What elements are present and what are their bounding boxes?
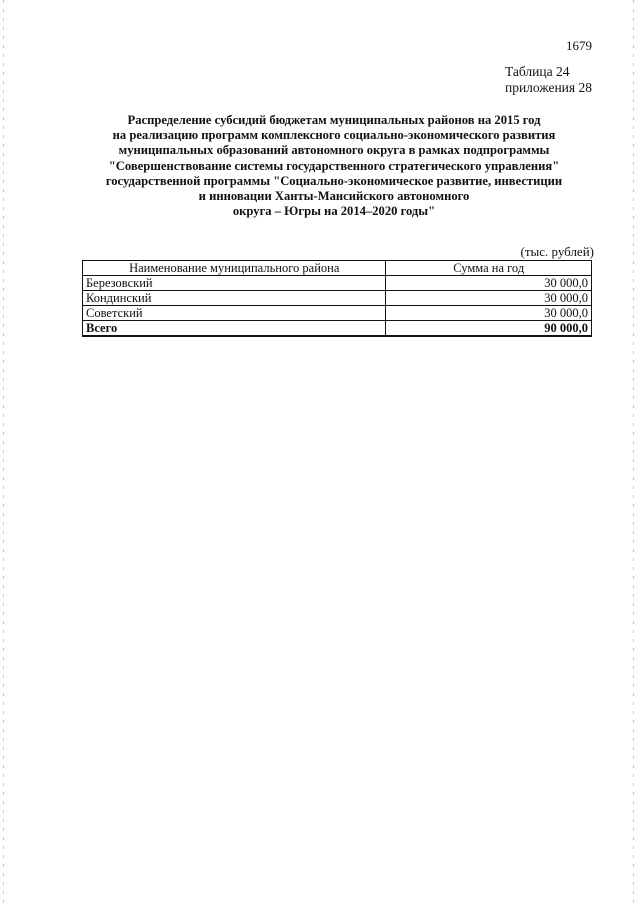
- table-reference: [505, 64, 592, 96]
- subsidy-table: [82, 260, 592, 337]
- title-line-2: на реализацию программ комплексного социально-экономического развития: [112, 128, 556, 143]
- amount-cell: 30 000,0: [386, 291, 592, 306]
- title-line-1: Распределение субсидий бюджетам муниципальных районов на 2015 год: [127, 113, 541, 127]
- total-amount-cell: 90 000,0: [386, 321, 592, 337]
- units-label: (тыс. рублей): [520, 244, 594, 259]
- table-row: [83, 306, 592, 321]
- title-line-5: государственной программы "Социально-экономическое развитие, инвестиции: [105, 173, 563, 188]
- table-header-row: [83, 261, 592, 276]
- header-annual-amount: Сумма на год: [386, 261, 592, 276]
- district-name-cell: Березовский: [83, 276, 386, 291]
- title-line-3: муниципальных образований автономного округа в рамках подпрограммы: [118, 143, 550, 158]
- amount-cell: 30 000,0: [386, 306, 592, 321]
- title-line-6: и инновации Ханты-Мансийского автономного: [198, 189, 470, 204]
- page-number: 1679: [566, 38, 592, 53]
- amount-cell: 30 000,0: [386, 276, 592, 291]
- scan-edge-right: [633, 0, 634, 905]
- table-reference-line-1: Таблица 24: [504, 64, 570, 79]
- table-reference-line-2: приложения 28: [504, 80, 592, 95]
- title-line-7: округа – Югры на 2014–2020 годы": [232, 204, 436, 219]
- document-title: [60, 113, 608, 219]
- district-name-cell: Советский: [83, 306, 386, 321]
- district-name-cell: Кондинский: [83, 291, 386, 306]
- table-row: [83, 291, 592, 306]
- total-row: [83, 321, 592, 337]
- table-row: [83, 276, 592, 291]
- scan-edge-left: [3, 0, 4, 905]
- title-line-4: "Совершенствование системы государственного стратегического управления": [108, 158, 560, 173]
- total-label-cell: Всего: [83, 321, 386, 337]
- header-district-name: Наименование муниципального района: [83, 261, 386, 276]
